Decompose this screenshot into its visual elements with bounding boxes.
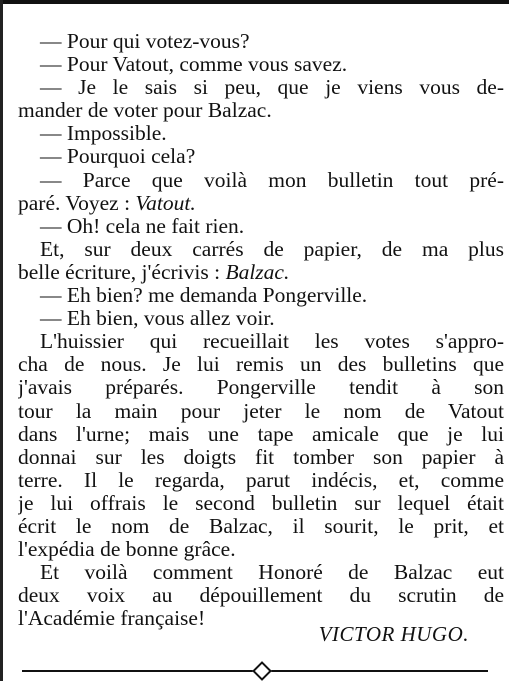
- text-line: — Pourquoi cela?: [40, 145, 196, 169]
- top-rule: [0, 0, 509, 4]
- text-line: terre. Il le regarda, parut indécis, et, comme: [18, 468, 504, 492]
- text-line: — Oh! cela ne fait rien.: [40, 214, 245, 238]
- text-line: Et voilà comment Honoré de Balzac eut: [40, 561, 504, 585]
- text-line: tour la main pour jeter le nom de Vatout: [18, 399, 504, 423]
- article-text: [18, 30, 504, 630]
- text-line: belle écriture, j'écrivis : Balzac.: [18, 260, 290, 284]
- text-line: j'avais préparés. Pongerville tendit à son: [18, 376, 504, 400]
- text-line: deux voix au dépouillement du scrutin de: [18, 584, 504, 608]
- ballot-name: Balzac.: [225, 260, 290, 284]
- text-line: l'expédia de bonne grâce.: [18, 538, 236, 562]
- ballot-name: Vatout.: [135, 191, 196, 215]
- author-signature: VICTOR HUGO.: [318, 622, 469, 646]
- text-line: cha de nous. Je lui remis un des bulletins que: [18, 353, 504, 377]
- text-line: mander de voter pour Balzac.: [18, 99, 272, 123]
- text-line: — Eh bien, vous allez voir.: [40, 307, 275, 331]
- text-line: Et, sur deux carrés de papier, de ma plus: [40, 237, 504, 261]
- text-line: — Parce que voilà mon bulletin tout pré-: [40, 168, 504, 192]
- text-line: écrit le nom de Balzac, il sourit, le prit, et: [18, 514, 504, 538]
- text-line: dans l'urne; mais une tape amicale que je lui: [18, 422, 504, 446]
- text-line: paré. Voyez : Vatout.: [18, 191, 196, 215]
- text-line: — Pour Vatout, comme vous savez.: [40, 53, 348, 77]
- text-line: L'huissier qui recueillait les votes s'appro-: [40, 330, 504, 354]
- text-line: l'Académie française!: [18, 607, 206, 631]
- text-line: — Je le sais si peu, que je viens vous de-: [40, 76, 504, 100]
- text-line: — Pour qui votez-vous?: [40, 30, 250, 53]
- text-line: — Impossible.: [40, 122, 167, 146]
- column-divider: [0, 0, 3, 681]
- text-line: — Eh bien? me demanda Pongerville.: [40, 284, 368, 308]
- diamond-ornament-icon: [252, 661, 272, 681]
- text-line: je lui offrais le second bulletin sur lequel était: [18, 491, 504, 515]
- text-line: donnai sur les doigts fit tomber son papier à: [18, 445, 504, 469]
